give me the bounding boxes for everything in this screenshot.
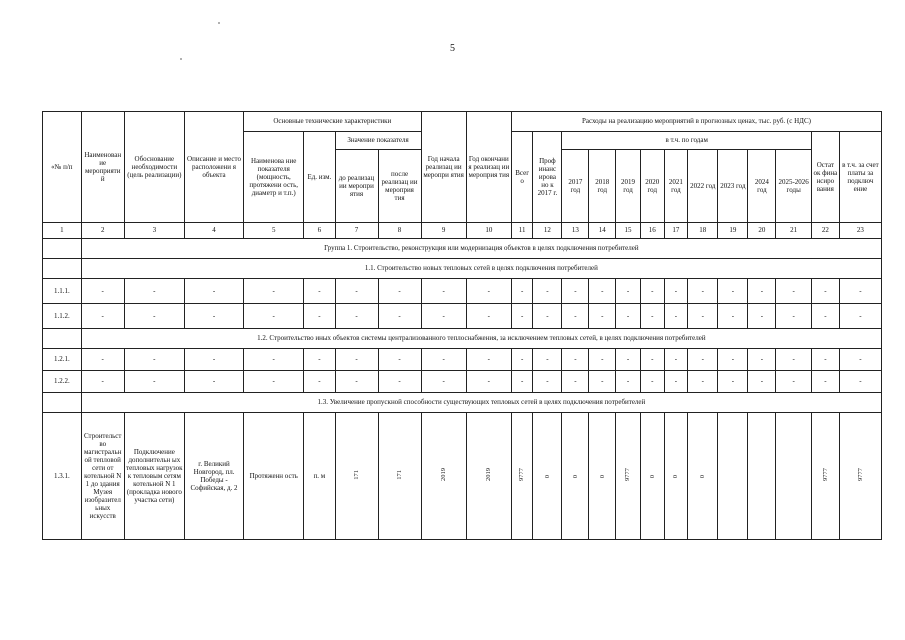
empty-value: -: [184, 371, 243, 393]
table-row: [43, 371, 882, 393]
header-tech-characteristics: Основные технические характеристики: [244, 112, 421, 132]
indicator-name: Протяженн ость: [244, 413, 304, 540]
empty-value: -: [378, 304, 421, 329]
empty-value: -: [718, 279, 748, 304]
header-year: 2017 год: [562, 150, 589, 223]
empty-value: -: [511, 279, 533, 304]
empty-value: -: [421, 349, 466, 371]
cost-2020: 0: [648, 474, 656, 478]
empty-value: -: [304, 371, 335, 393]
financed-2017: 0: [543, 474, 551, 478]
header-justification: Обоснование необходимости (цель реализации): [124, 112, 184, 223]
empty-value: -: [81, 371, 124, 393]
empty-value: -: [421, 371, 466, 393]
empty-value: -: [839, 304, 881, 329]
empty-value: -: [184, 279, 243, 304]
column-number: 15: [616, 223, 641, 239]
empty-value: -: [244, 304, 304, 329]
cost-2019: 9777: [624, 468, 632, 482]
column-number: 1: [43, 223, 82, 239]
column-number: 13: [562, 223, 589, 239]
empty-value: -: [124, 371, 184, 393]
empty-value: -: [811, 304, 839, 329]
cost-2022: 0: [699, 474, 707, 478]
group-number-cell: [43, 239, 82, 259]
empty-value: -: [776, 371, 811, 393]
row-number: 1.2.2.: [43, 371, 82, 393]
column-number: 17: [664, 223, 688, 239]
header-indicator-value: Значение показателя: [335, 132, 421, 150]
header-after: после реализац ии мероприя тия: [378, 150, 421, 223]
header-costs: Расходы на реализацию мероприятий в прогнозных ценах, тыс. руб. (с НДС): [511, 112, 881, 132]
cost-2017: 0: [571, 474, 579, 478]
header-year: 2020 год: [640, 150, 664, 223]
table-row: [43, 304, 882, 329]
header-financed-2017: Проф инанс ирова но к 2017 г.: [533, 132, 562, 223]
empty-value: -: [184, 304, 243, 329]
header-year: 2021 год: [664, 150, 688, 223]
header-year: 2018 год: [589, 150, 616, 223]
empty-value: -: [562, 279, 589, 304]
column-number: 12: [533, 223, 562, 239]
empty-value: -: [511, 304, 533, 329]
header-by-years: в т.ч. по годам: [562, 132, 811, 150]
empty-value: -: [466, 304, 511, 329]
section-1-1-title: 1.1. Строительство новых тепловых сетей в целях подключения потребителей: [81, 259, 881, 279]
empty-value: -: [616, 279, 641, 304]
empty-value: -: [421, 279, 466, 304]
column-number: 7: [335, 223, 378, 239]
empty-value: -: [244, 349, 304, 371]
cost-2018: 0: [598, 474, 606, 478]
empty-value: -: [748, 371, 776, 393]
cost-2021: 0: [672, 474, 680, 478]
header-year: 2019 год: [616, 150, 641, 223]
column-number: 16: [640, 223, 664, 239]
empty-value: -: [466, 279, 511, 304]
column-number: 9: [421, 223, 466, 239]
empty-value: -: [335, 304, 378, 329]
empty-value: -: [616, 349, 641, 371]
empty-value: -: [562, 349, 589, 371]
scan-speck: [218, 22, 220, 24]
empty-value: -: [839, 279, 881, 304]
empty-value: -: [511, 371, 533, 393]
header-location: Описание и место расположени я объекта: [184, 112, 243, 223]
empty-value: -: [533, 371, 562, 393]
empty-value: -: [688, 371, 718, 393]
empty-value: -: [335, 371, 378, 393]
value-after: 171: [395, 470, 403, 480]
header-before: до реализац ии меропри ятия: [335, 150, 378, 223]
location: г. Великий Новгород, пл. Победы - Софийская, д. 2: [184, 413, 243, 540]
row-number: 1.1.2.: [43, 304, 82, 329]
section-number-cell: [43, 259, 82, 279]
scan-speck: [180, 58, 182, 60]
column-number: 10: [466, 223, 511, 239]
column-number: 2: [81, 223, 124, 239]
total-cost: 9777: [518, 468, 526, 482]
header-connection-fee: в т.ч. за счет платы за подключ ение: [839, 132, 881, 223]
column-number-row: [43, 223, 882, 239]
empty-value: -: [124, 304, 184, 329]
table-row: [43, 279, 882, 304]
page-number: 5: [450, 43, 455, 54]
empty-value: -: [335, 349, 378, 371]
header-year: 2025-2026 годы: [776, 150, 811, 223]
empty-value: -: [640, 349, 664, 371]
header-indicator: Наименова ние показателя (мощность, протяжени ость, диаметр и т.п.): [244, 132, 304, 223]
row-number: 1.3.1.: [43, 413, 82, 540]
empty-value: -: [640, 371, 664, 393]
empty-value: -: [589, 279, 616, 304]
column-number: 4: [184, 223, 243, 239]
empty-value: -: [664, 371, 688, 393]
justification: Подключение дополнительн ых тепловых нагрузок к тепловым сетям котельной N 1 (прокладка нового участка сети): [124, 413, 184, 540]
row-number: 1.1.1.: [43, 279, 82, 304]
start-year: 2019: [439, 468, 447, 482]
empty-value: -: [304, 349, 335, 371]
end-year: 2019: [485, 468, 493, 482]
column-number: 19: [718, 223, 748, 239]
empty-value: -: [304, 304, 335, 329]
empty-value: -: [378, 371, 421, 393]
empty-value: -: [688, 349, 718, 371]
column-number: 5: [244, 223, 304, 239]
empty-value: -: [776, 279, 811, 304]
header-remaining: Остат ок фина нсиро вания: [811, 132, 839, 223]
column-number: 20: [748, 223, 776, 239]
empty-value: -: [304, 279, 335, 304]
empty-value: -: [776, 349, 811, 371]
empty-value: -: [748, 349, 776, 371]
empty-value: -: [664, 349, 688, 371]
header-year: 2023 год: [718, 150, 748, 223]
column-number: 11: [511, 223, 533, 239]
measure-name: Строительст во магистральн ой тепловой сети от котельной N 1 до здания Музея изобразител ьных искусств: [81, 413, 124, 540]
table-row: [43, 349, 882, 371]
empty-value: -: [664, 279, 688, 304]
header-end-year: Год окончани я реализац ии мероприя тия: [466, 112, 511, 223]
empty-value: -: [616, 304, 641, 329]
empty-value: -: [244, 279, 304, 304]
section-number-cell: [43, 329, 82, 349]
empty-value: -: [718, 349, 748, 371]
section-number-cell: [43, 393, 82, 413]
empty-value: -: [124, 279, 184, 304]
section-1-3-title: 1.3. Увеличение пропускной способности существующих тепловых сетей в целях подключения потребителей: [81, 393, 881, 413]
empty-value: -: [562, 304, 589, 329]
column-number: 3: [124, 223, 184, 239]
empty-value: -: [378, 349, 421, 371]
column-number: 14: [589, 223, 616, 239]
unit: п. м: [304, 413, 335, 540]
empty-value: -: [81, 304, 124, 329]
empty-value: -: [466, 371, 511, 393]
header-year: 2024 год: [748, 150, 776, 223]
empty-value: -: [748, 304, 776, 329]
column-number: 18: [688, 223, 718, 239]
empty-value: -: [589, 349, 616, 371]
empty-value: -: [616, 371, 641, 393]
empty-value: -: [533, 304, 562, 329]
column-number: 23: [839, 223, 881, 239]
empty-value: -: [335, 279, 378, 304]
header-total: Всег о: [511, 132, 533, 223]
empty-value: -: [811, 279, 839, 304]
empty-value: -: [748, 279, 776, 304]
header-start-year: Год начала реализац ии меропри ятия: [421, 112, 466, 223]
empty-value: -: [81, 279, 124, 304]
group-1-title: Группа 1. Строительство, реконструкция или модернизация объектов в целях подключения потребителей: [81, 239, 881, 259]
empty-value: -: [811, 349, 839, 371]
empty-value: -: [839, 371, 881, 393]
empty-value: -: [664, 304, 688, 329]
column-number: 6: [304, 223, 335, 239]
remaining-financing: 9777: [821, 468, 829, 482]
empty-value: -: [244, 371, 304, 393]
empty-value: -: [839, 349, 881, 371]
empty-value: -: [640, 279, 664, 304]
empty-value: -: [378, 279, 421, 304]
empty-value: -: [776, 304, 811, 329]
empty-value: -: [511, 349, 533, 371]
header-year: 2022 год: [688, 150, 718, 223]
column-number: 21: [776, 223, 811, 239]
empty-value: -: [421, 304, 466, 329]
section-1-2-title: 1.2. Строительство иных объектов системы централизованного теплоснабжения, за исключением тепловых сетей, в целях подключения потребителей: [81, 329, 881, 349]
empty-value: -: [688, 304, 718, 329]
empty-value: -: [81, 349, 124, 371]
column-number: 8: [378, 223, 421, 239]
connection-fee: 9777: [856, 468, 864, 482]
empty-value: -: [562, 371, 589, 393]
empty-value: -: [811, 371, 839, 393]
empty-value: -: [124, 349, 184, 371]
column-number: 22: [811, 223, 839, 239]
empty-value: -: [718, 304, 748, 329]
table-row: [43, 413, 882, 540]
header-measure-name: Наименован ие мероприяти й: [81, 112, 124, 223]
header-row-number: «№ п/п: [43, 112, 82, 223]
empty-value: -: [718, 371, 748, 393]
empty-value: -: [184, 349, 243, 371]
empty-value: -: [589, 304, 616, 329]
empty-value: -: [688, 279, 718, 304]
empty-value: -: [466, 349, 511, 371]
value-before: 171: [352, 470, 360, 480]
empty-value: -: [533, 349, 562, 371]
empty-value: -: [589, 371, 616, 393]
empty-value: -: [640, 304, 664, 329]
investment-program-table: [42, 111, 882, 540]
header-unit: Ед. изм.: [304, 132, 335, 223]
row-number: 1.2.1.: [43, 349, 82, 371]
empty-value: -: [533, 279, 562, 304]
